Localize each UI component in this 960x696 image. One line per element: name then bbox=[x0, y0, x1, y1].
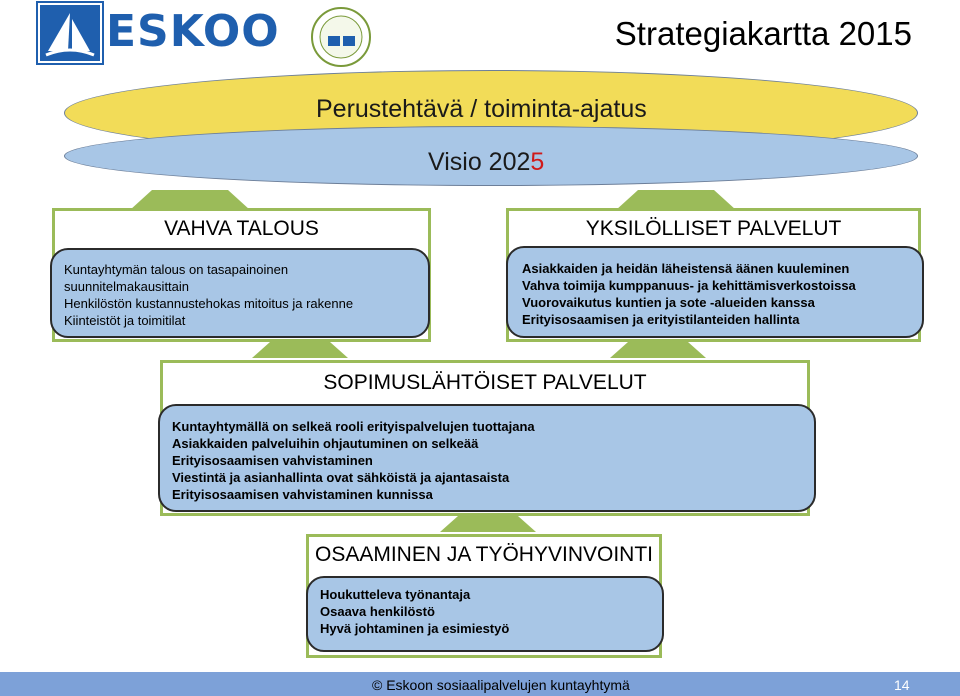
osaaminen-title: OSAAMINEN JA TYÖHYVINVOINTI bbox=[314, 543, 653, 566]
arrow-up-mid-left-icon bbox=[252, 340, 348, 360]
sopimus-title: SOPIMUSLÄHTÖISET PALVELUT bbox=[323, 371, 647, 394]
list-item: Erityisosaamisen ja erityistilanteiden hallinta bbox=[522, 312, 800, 327]
arrow-up-bottom-icon bbox=[440, 514, 536, 534]
list-item: Asiakkaiden palveluihin ohjautuminen on selkeää bbox=[172, 436, 479, 451]
talous-panel bbox=[50, 248, 430, 338]
page-number: 14 bbox=[894, 677, 910, 693]
certification-seal-icon bbox=[306, 6, 376, 68]
list-item: Osaava henkilöstö bbox=[320, 604, 435, 619]
footer-copyright: © Eskoon sosiaalipalvelujen kuntayhtymä bbox=[372, 677, 630, 693]
osaaminen-panel bbox=[306, 576, 664, 652]
list-item: Houkutteleva työnantaja bbox=[320, 587, 471, 602]
sopimus-panel bbox=[158, 404, 816, 512]
list-item: Hyvä johtaminen ja esimiestyö bbox=[320, 621, 510, 636]
palvelut-title: YKSILÖLLISET PALVELUT bbox=[585, 217, 842, 240]
eskoo-logo-icon bbox=[38, 3, 102, 63]
list-item: Viestintä ja asianhallinta ovat sähköistä ja ajantasaista bbox=[172, 470, 510, 485]
list-item: Erityisosaamisen vahvistaminen bbox=[172, 453, 373, 468]
list-item: Henkilöstön kustannustehokas mitoitus ja rakenne bbox=[64, 296, 354, 311]
list-item: Vahva toimija kumppanuus- ja kehittämisverkostoissa bbox=[522, 278, 856, 293]
vision-label-suffix: 5 bbox=[530, 148, 545, 176]
mission-label: Perustehtävä / toiminta-ajatus bbox=[316, 95, 647, 123]
list-item: suunnitelmakausittain bbox=[64, 279, 190, 294]
vision-label bbox=[428, 146, 544, 178]
list-item: Vuorovaikutus kuntien ja sote -alueiden kanssa bbox=[522, 295, 815, 310]
list-item: Erityisosaamisen vahvistaminen kunnissa bbox=[172, 487, 433, 502]
page-title: Strategiakartta 2015 bbox=[614, 15, 912, 52]
list-item: Kuntayhtymällä on selkeä rooli erityispalvelujen tuottajana bbox=[172, 419, 535, 434]
list-item: Asiakkaiden ja heidän läheistensä äänen kuuleminen bbox=[522, 261, 850, 276]
arrow-up-mid-right-icon bbox=[610, 340, 706, 360]
brand-name: ESKOO bbox=[106, 6, 280, 57]
list-item: Kuntayhtymän talous on tasapainoinen bbox=[64, 262, 289, 277]
talous-title: VAHVA TALOUS bbox=[164, 217, 319, 240]
vision-label-prefix: Visio 202 bbox=[428, 148, 531, 176]
palvelut-panel bbox=[506, 246, 924, 338]
list-item: Kiinteistöt ja toimitilat bbox=[64, 313, 186, 328]
